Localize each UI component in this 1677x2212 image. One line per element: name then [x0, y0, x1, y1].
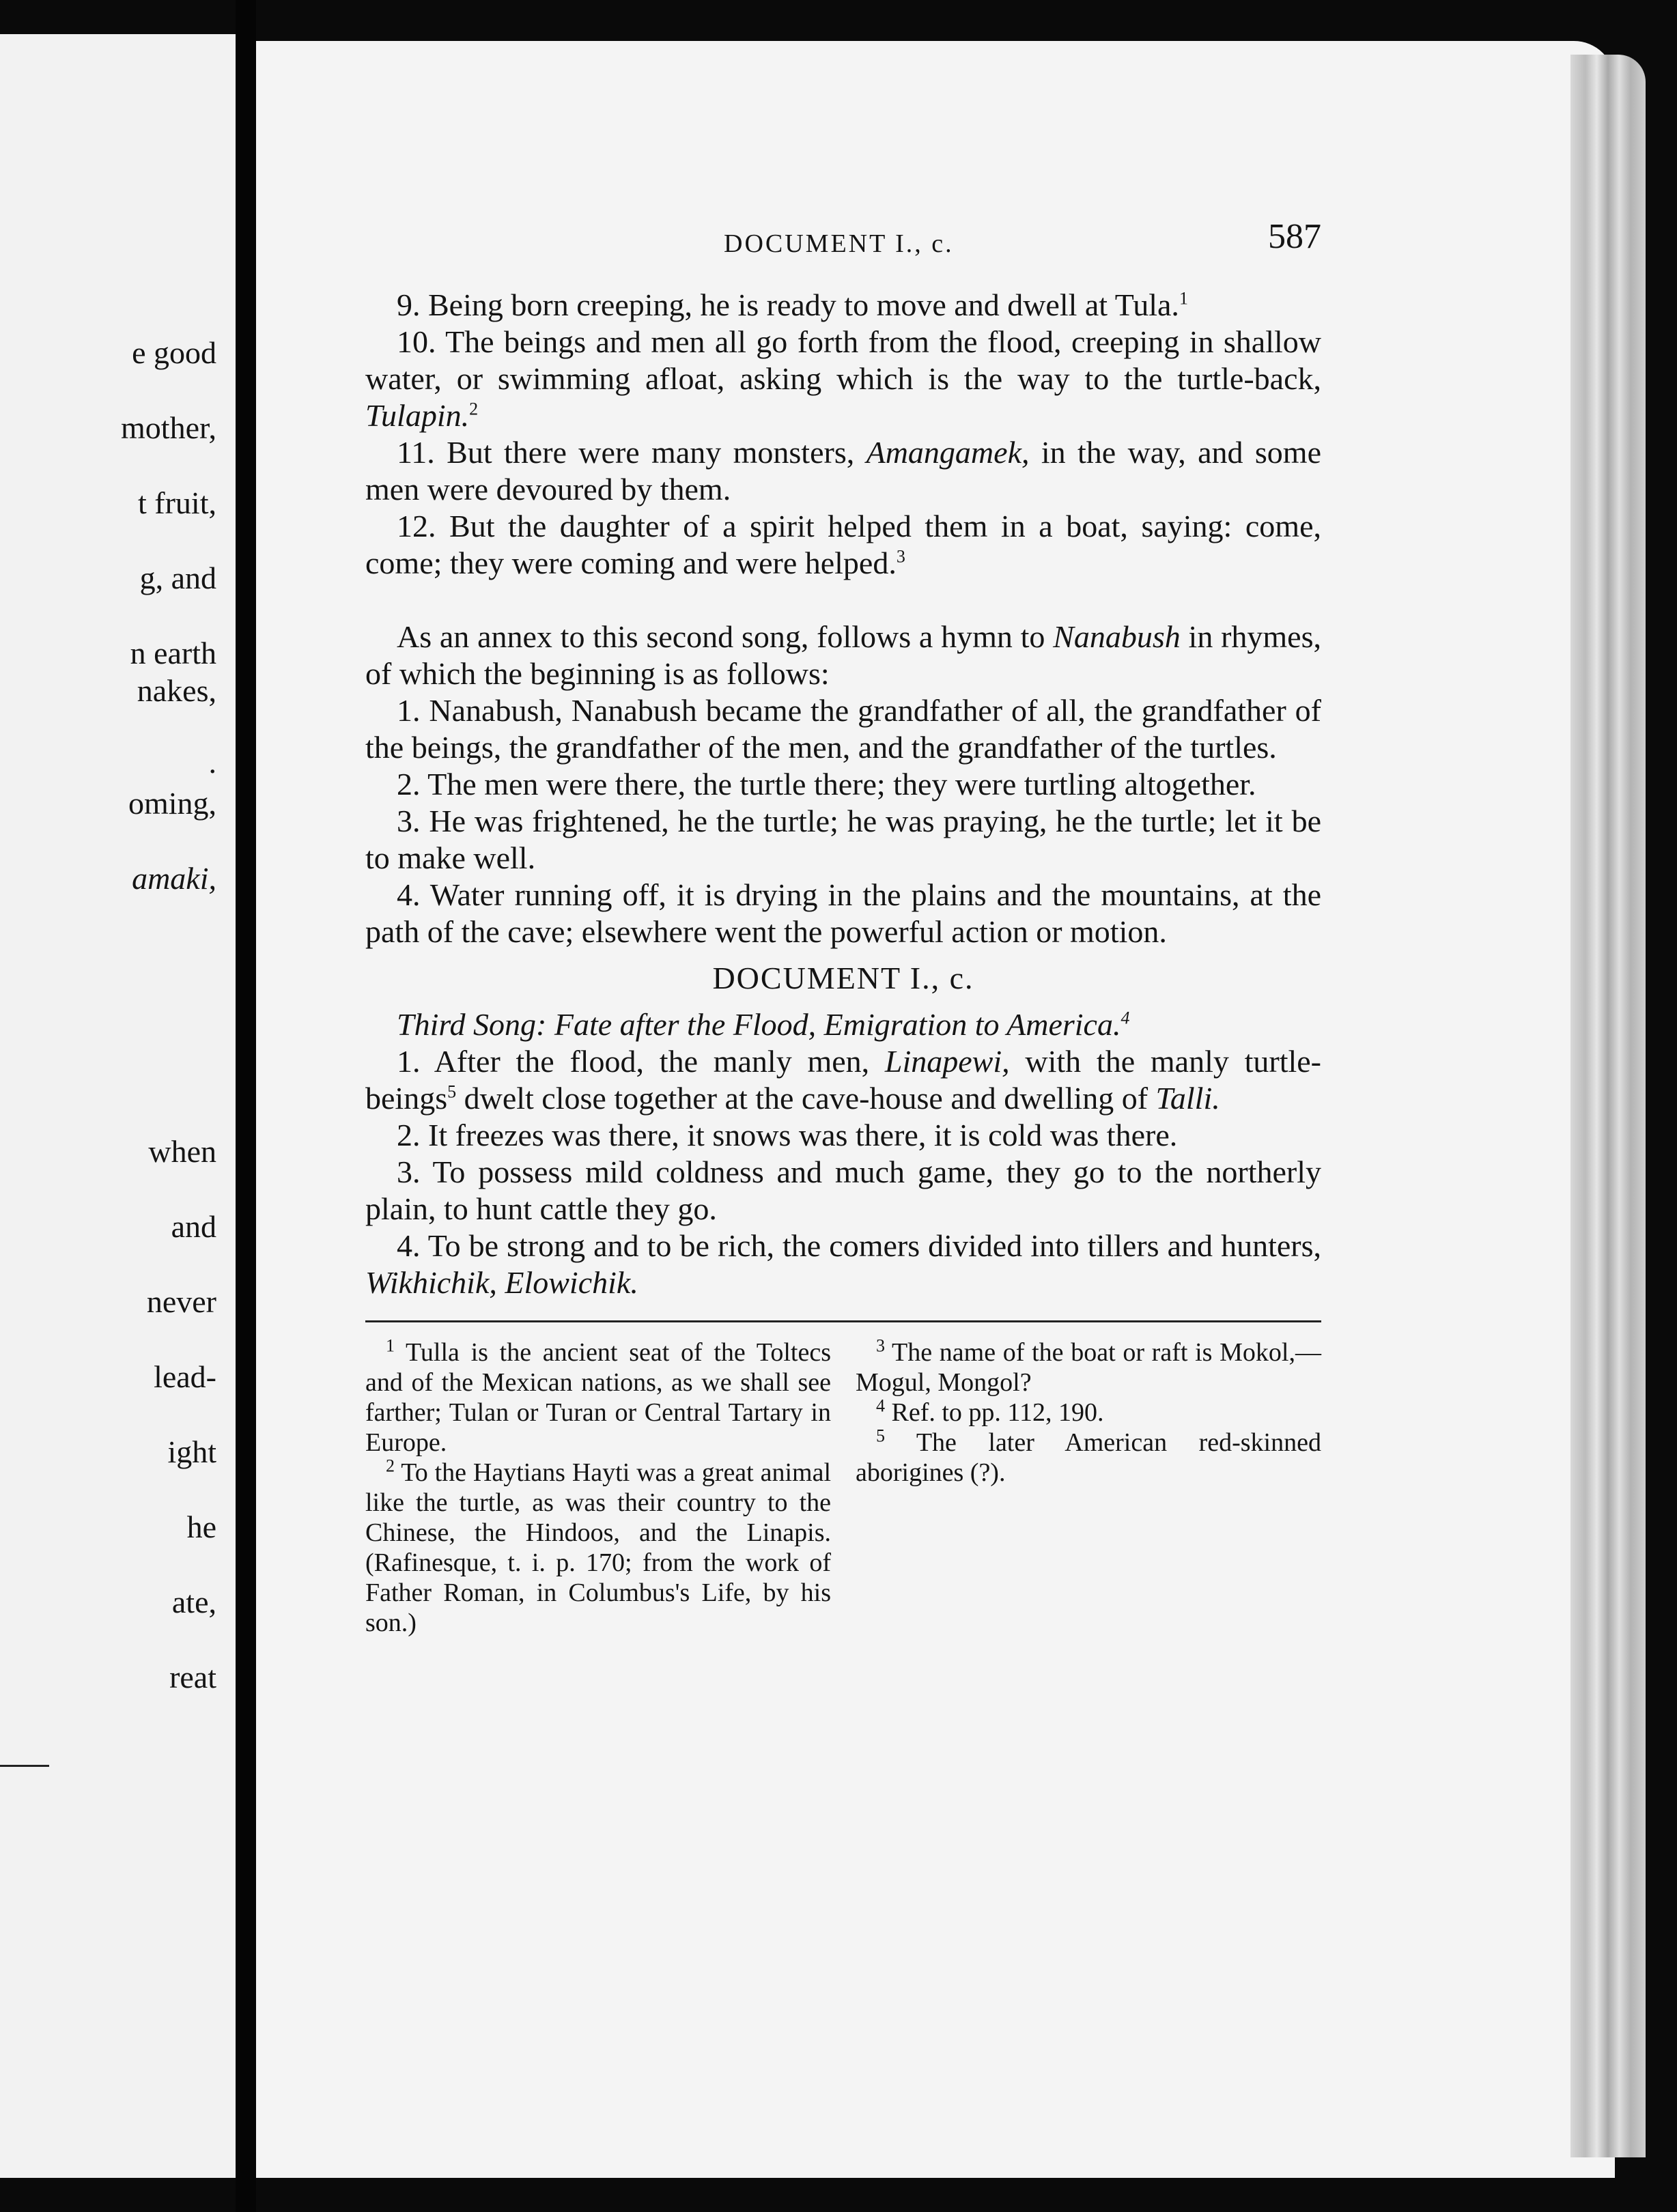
paragraph-text: 4. To be strong and to be rich, the comers divided into tillers and hunters,	[397, 1228, 1321, 1263]
paragraph-text: As an annex to this second song, follows a hymn to	[397, 619, 1054, 654]
footnotes	[365, 1337, 1321, 1638]
paragraph: 3. To possess mild coldness and much game, they go to the northerly plain, to hunt cattle they go.	[365, 1154, 1321, 1226]
paragraph-text: 12. But the daughter of a spirit helped them in a boat, saying: come, come; they were coming and were helped.	[365, 509, 1321, 580]
running-head	[365, 218, 1321, 266]
section-title: DOCUMENT I., c.	[712, 961, 974, 995]
page-number: 587	[1268, 217, 1321, 256]
book-gutter	[236, 0, 256, 2212]
italic-term: Linapewi,	[884, 1044, 1010, 1079]
left-page-line: mother,	[121, 410, 216, 445]
footnote-mark: 4	[876, 1395, 885, 1416]
paragraph-text: 1. After the flood, the manly men,	[397, 1044, 885, 1079]
footnote-mark: 2	[386, 1456, 395, 1476]
italic-term: Tulapin.	[365, 398, 470, 433]
left-page-rule	[0, 1765, 49, 1767]
footnote-ref: 2	[469, 399, 479, 419]
left-page-line: t fruit,	[138, 485, 216, 520]
footnote	[365, 1337, 831, 1458]
left-page-line: amaki,	[132, 861, 216, 896]
footnote-mark: 5	[876, 1426, 885, 1446]
italic-term: Talli.	[1155, 1081, 1220, 1116]
running-head-title: DOCUMENT I., c.	[724, 229, 954, 258]
footnote	[856, 1337, 1321, 1398]
paragraph	[365, 508, 1321, 582]
paragraph: 4. Water running off, it is drying in the plains and the mountains, at the path of the cave; elsewhere went the powerful action or motion.	[365, 877, 1321, 949]
paragraph: 2. The men were there, the turtle there; they were turtling altogether.	[397, 767, 1256, 802]
paragraph-text: 9. Being born creeping, he is ready to move and dwell at Tula.	[397, 287, 1179, 322]
footnote-text: Tulla is the ancient seat of the Toltecs and of the Mexican nations, as we shall see farther; Tulan or Turan or Central Tartary in Europe.	[365, 1338, 831, 1457]
left-page-line: and	[171, 1209, 216, 1244]
left-page-line: oming,	[128, 786, 216, 821]
page-edges	[1570, 55, 1646, 2157]
footnote-column-left	[365, 1337, 831, 1638]
paragraph-text: 11. But there were many monsters,	[397, 435, 866, 470]
footnote-text: The later American red-skinned aborigines (?).	[856, 1428, 1321, 1487]
paragraph	[365, 1228, 1321, 1301]
paragraph-text: dwelt close together at the cave-house and dwelling of	[456, 1081, 1156, 1116]
footnote	[856, 1428, 1321, 1488]
italic-term: Nanabush	[1053, 619, 1181, 654]
subtitle-text: Third Song: Fate after the Flood, Emigration to America.	[397, 1007, 1121, 1042]
paragraph-text: with the manly turtle-beings	[365, 1044, 1321, 1116]
italic-term: Wikhichik, Elowichik.	[365, 1265, 638, 1300]
left-page-line: e good	[132, 335, 216, 370]
left-page-line: ate,	[171, 1585, 216, 1619]
paragraph-text: in the way, and some men were devoured by them.	[365, 435, 1321, 507]
footnote-column-right	[856, 1337, 1321, 1638]
paragraph: 3. He was frightened, he the turtle; he was praying, he the turtle; let it be to make well.	[365, 804, 1321, 875]
left-page-line: ight	[167, 1434, 216, 1469]
footnote-ref: 3	[896, 546, 905, 567]
left-page-line: never	[146, 1284, 216, 1319]
paragraph	[365, 287, 1321, 324]
left-page-line: n earth	[130, 636, 216, 670]
left-page-line: reat	[169, 1660, 216, 1695]
footnote-ref: 1	[1179, 288, 1188, 309]
footnote-ref: 5	[447, 1081, 457, 1102]
left-page-line: lead-	[154, 1359, 216, 1394]
left-page-line: .	[208, 745, 216, 780]
paragraph-text: 10. The beings and men all go forth from the flood, creeping in shallow water, or swimming afloat, asking which is the way to the turtle-back,	[365, 324, 1321, 396]
italic-term: Amangamek,	[866, 435, 1030, 470]
paragraph	[365, 1043, 1321, 1117]
footnote-ref: 4	[1121, 1008, 1130, 1028]
paragraph: 2. It freezes was there, it snows was there, it is cold was there.	[397, 1118, 1178, 1152]
paragraph	[365, 434, 1321, 508]
main-text	[365, 287, 1321, 1638]
footnote-mark: 1	[386, 1335, 395, 1356]
footnote-mark: 3	[876, 1335, 885, 1356]
left-page-line: g, and	[139, 561, 216, 595]
footnote	[365, 1458, 831, 1638]
left-page-line: when	[148, 1134, 216, 1169]
footnote-text: The name of the boat or raft is Mokol,—Mogul, Mongol?	[856, 1338, 1321, 1397]
paragraph-text: in rhymes, of which the beginning is as follows:	[365, 619, 1321, 691]
left-page-fragment	[0, 34, 240, 2178]
footnote-rule	[365, 1320, 1321, 1322]
footnote-text: To the Haytians Hayti was a great animal like the turtle, as was their country to the Chinese, the Hindoos, and the Linapis. (Rafinesque, t. i. p. 170; from the work of Father Roman, in Columbus's Life, by his son.)	[365, 1458, 831, 1637]
section-subtitle	[365, 1006, 1321, 1043]
left-page-line: he	[186, 1509, 216, 1544]
paragraph: 1. Nanabush, Nanabush became the grandfather of all, the grandfather of the beings, the grandfather of the men, and the grandfather of the turtles.	[365, 693, 1321, 765]
paragraph	[365, 324, 1321, 434]
footnote-text: Ref. to pp. 112, 190.	[891, 1398, 1104, 1427]
footnote	[856, 1395, 1321, 1428]
paragraph	[365, 619, 1321, 692]
left-page-line: nakes,	[137, 673, 216, 708]
